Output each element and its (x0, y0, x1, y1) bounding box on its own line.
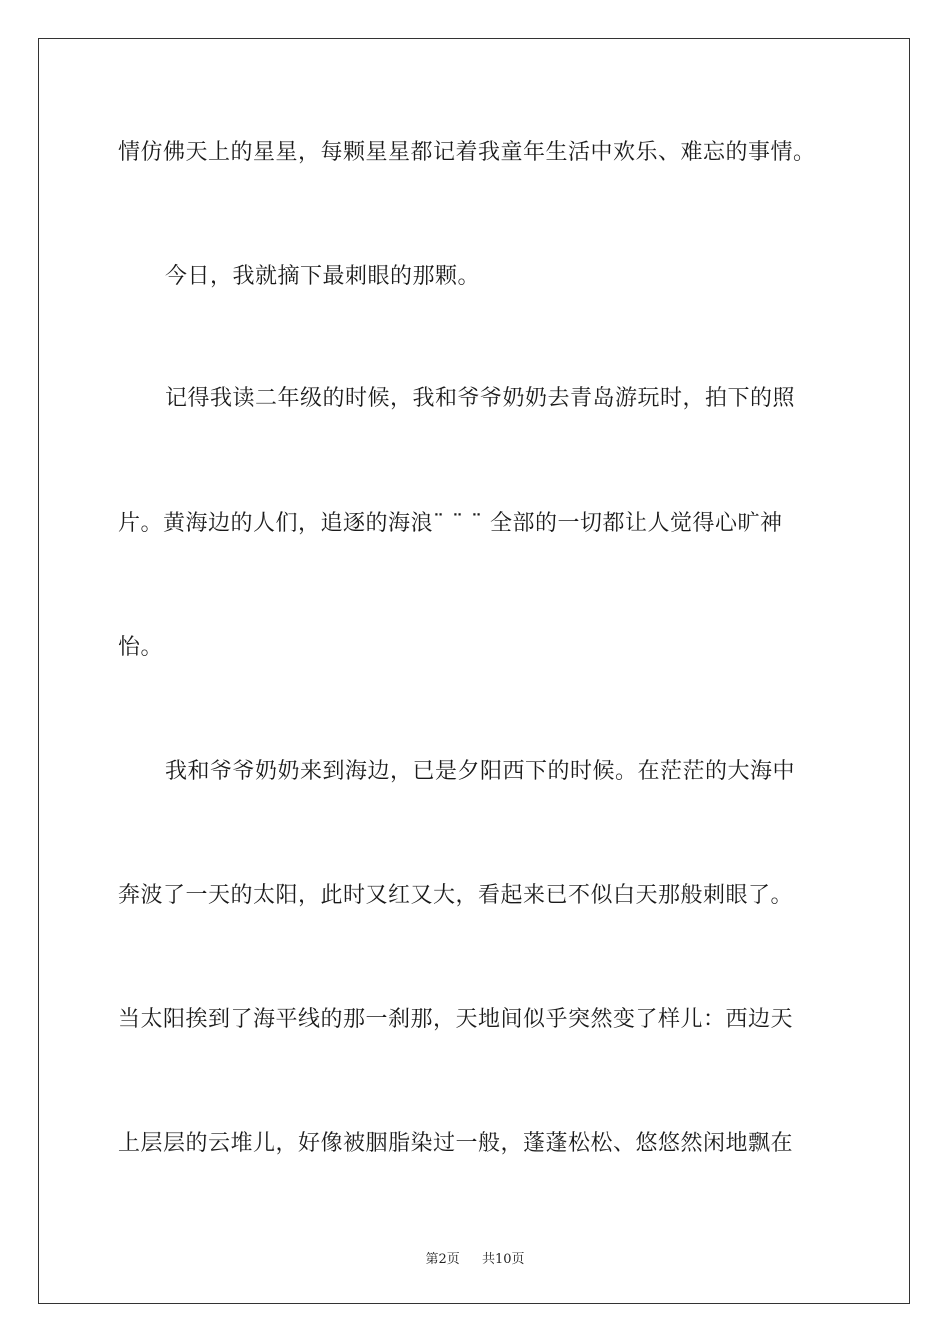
body-line-3: 记得我读二年级的时候，我和爷爷奶奶去青岛游玩时，拍下的照 (165, 386, 796, 411)
body-line-9: 上层层的云堆儿，好像被胭脂染过一般，蓬蓬松松、悠悠然闲地飘在 (118, 1131, 794, 1156)
body-line-5: 怡。 (118, 635, 164, 660)
body-line-2: 今日，我就摘下最刺眼的那颗。 (165, 264, 481, 289)
body-line-4: 片。黄海边的人们，追逐的海浪¨ ¨ ¨ 全部的一切都让人觉得心旷神 (118, 511, 783, 536)
page-total: 共10页 (482, 1252, 525, 1267)
body-line-1: 情仿佛天上的星星，每颗星星都记着我童年生活中欢乐、难忘的事情。 (118, 140, 816, 165)
body-line-8: 当太阳挨到了海平线的那一刹那，天地间似乎突然变了样儿：西边天 (118, 1007, 794, 1032)
page-footer (0, 1248, 950, 1267)
body-line-6: 我和爷爷奶奶来到海边，已是夕阳西下的时候。在茫茫的大海中 (165, 759, 796, 784)
body-line-7: 奔波了一天的太阳，此时又红又大，看起来已不似白天那般刺眼了。 (118, 883, 794, 908)
page-number: 第2页 (425, 1252, 460, 1267)
page-border (38, 38, 910, 1304)
